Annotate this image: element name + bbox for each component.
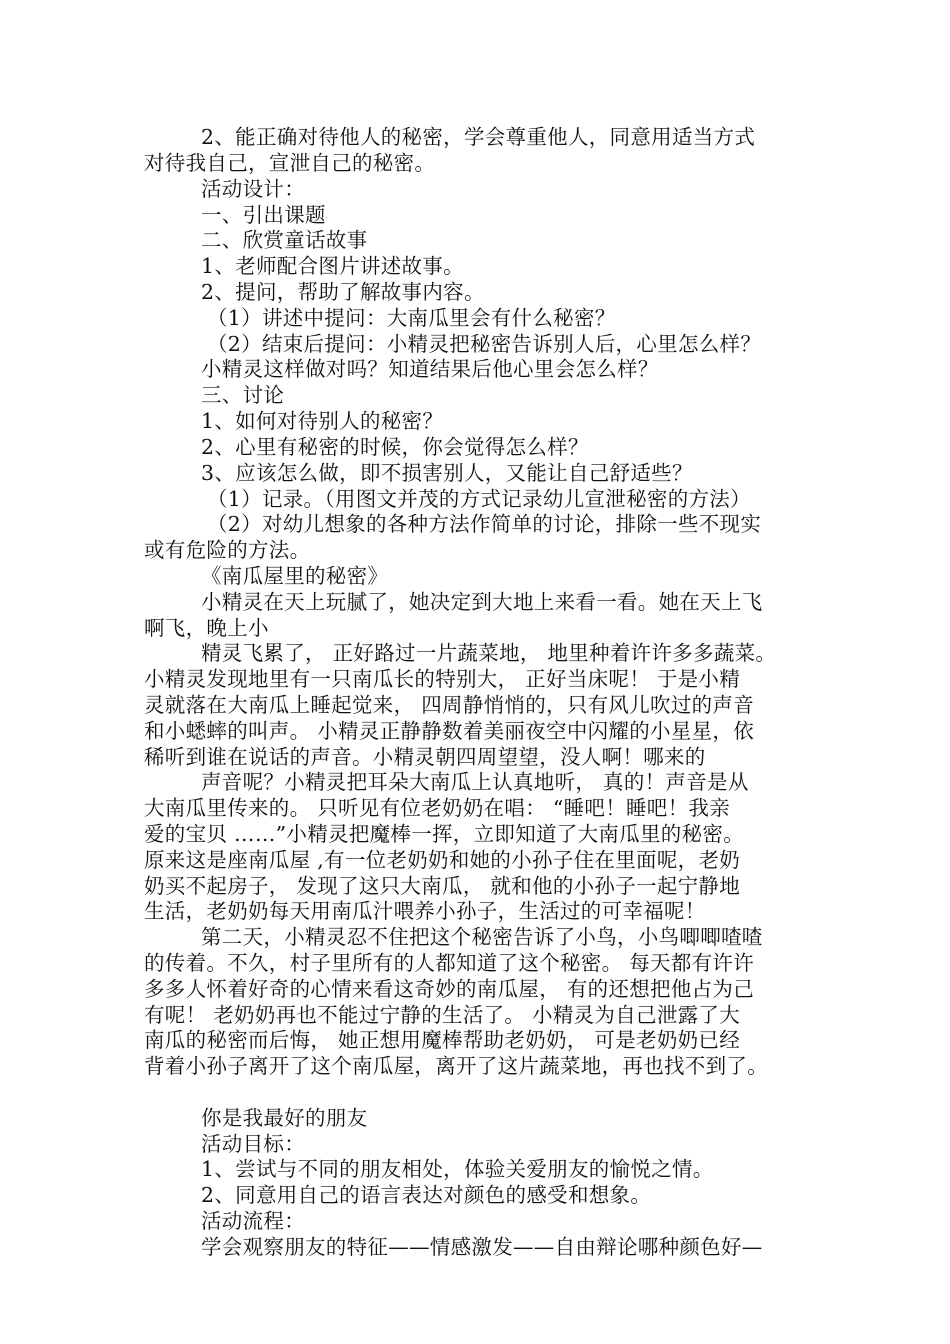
text-line: 大南瓜里传来的。 只听见有位老奶奶在唱： “睡吧！睡吧！我亲 [144,796,731,820]
text-line: （2）结束后提问：小精灵把秘密告诉别人后，心里怎么样？ [207,332,762,356]
text-line: 奶买不起房子， 发现了这只大南瓜， 就和他的小孙子一起宁静地 [144,874,741,898]
text-line: 多多人怀着好奇的心情来看这奇妙的南瓜屋， 有的还想把他占为己 [144,977,755,1001]
text-line: 1、尝试与不同的朋友相处，体验关爱朋友的愉悦之情。 [201,1157,714,1181]
text-line: 稀听到谁在说话的声音。小精灵朝四周望望，没人啊！哪来的 [144,745,706,769]
text-line: （1）记录。（用图文并茂的方式记录幼儿宣泄秘密的方法） [207,487,751,511]
text-line: 灵就落在大南瓜上睡起觉来， 四周静悄悄的，只有风儿吹过的声音 [144,693,755,717]
text-line: 2、心里有秘密的时候，你会觉得怎么样？ [201,435,589,459]
text-line: 2、同意用自己的语言表达对颜色的感受和想象。 [201,1183,652,1207]
text-line: 1、老师配合图片讲述故事。 [201,254,464,278]
text-line: 的传着。不久，村子里所有的人都知道了这个秘密。 每天都有许许 [144,951,755,975]
text-line: 2、提问，帮助了解故事内容。 [201,280,485,304]
text-line: （2）对幼儿想象的各种方法作简单的讨论，排除一些不现实 [207,512,762,536]
text-line: 小精灵这样做对吗？知道结果后他心里会怎么样？ [201,357,659,381]
text-line: 爱的宝贝 ……”小精灵把魔棒一挥，立即知道了大南瓜里的秘密。 [144,822,744,846]
story-title: 《南瓜屋里的秘密》 [201,564,389,588]
text-line: 有呢！ 老奶奶再也不能过宁静的生活了。 小精灵为自己泄露了大 [144,1003,741,1027]
text-line: 精灵飞累了， 正好路过一片蔬菜地， 地里种着许许多多蔬菜。 [201,641,777,665]
section-title: 你是我最好的朋友 [201,1106,368,1130]
text-line: 啊飞，晚上小 [144,616,269,640]
text-line: 声音呢？小精灵把耳朵大南瓜上认真地听， 真的！声音是从 [201,770,749,794]
text-line: 小精灵发现地里有一只南瓜长的特别大， 正好当床呢！ 于是小精 [144,667,741,691]
text-line: 对待我自己，宣泄自己的秘密。 [144,151,436,175]
text-line: 学会观察朋友的特征——情感激发——自由辩论哪种颜色好— [201,1235,763,1259]
text-line: 或有危险的方法。 [144,538,311,562]
text-line: 生活，老奶奶每天用南瓜汁喂养小孙子，生活过的可幸福呢！ [144,899,706,923]
text-line: 活动设计： [201,177,305,201]
text-line: 第二天，小精灵忍不住把这个秘密告诉了小鸟，小鸟唧唧喳喳 [201,925,763,949]
text-line: 2、能正确对待他人的秘密，学会尊重他人，同意用适当方式 [201,125,756,149]
text-line: 活动目标： [201,1132,305,1156]
text-line: 1、如何对待别人的秘密？ [201,409,444,433]
text-line: 一、引出课题 [201,203,326,227]
text-line: 二、欣赏童话故事 [201,228,368,252]
text-line: 活动流程： [201,1209,305,1233]
text-line: 和小蟋蟀的叫声。 小精灵正静静数着美丽夜空中闪耀的小星星，依 [144,719,755,743]
text-line: 原来这是座南瓜屋 ,有一位老奶奶和她的小孙子住在里面呢，老奶 [144,848,741,872]
text-line: （1）讲述中提问：大南瓜里会有什么秘密？ [207,306,616,330]
text-line: 小精灵在天上玩腻了，她决定到大地上来看一看。她在天上飞 [201,590,763,614]
text-line: 南瓜的秘密而后悔， 她正想用魔棒帮助老奶奶， 可是老奶奶已经 [144,1028,741,1052]
text-line: 三、讨论 [201,383,285,407]
text-line: 3、应该怎么做，即不损害别人，又能让自己舒适些？ [201,461,693,485]
text-line: 背着小孙子离开了这个南瓜屋，离开了这片蔬菜地，再也找不到了。 [144,1054,768,1078]
